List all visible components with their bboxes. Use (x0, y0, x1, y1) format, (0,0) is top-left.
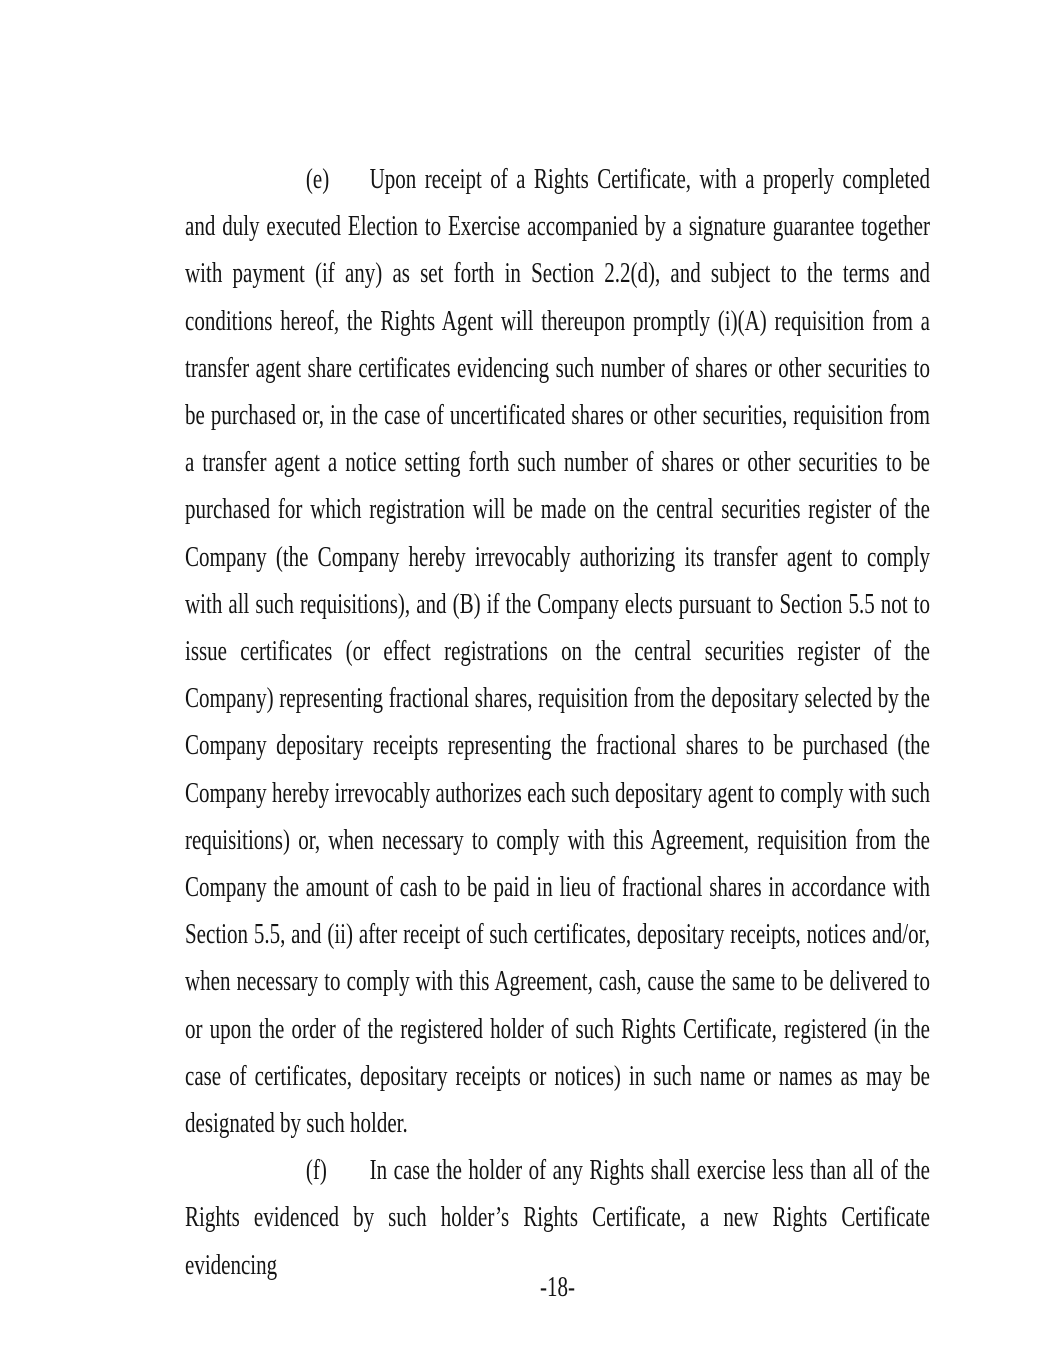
paragraph-f-text: In case the holder of any Rights shall exercise less than all of the Rights evidenced by such holder’s Rights Certificate, a new Rights Certificate evidencing (185, 1154, 930, 1281)
paragraph-e (185, 156, 930, 1147)
paragraph-e-text: Upon receipt of a Rights Certificate, with a properly completed and duly executed Election to Exercise accompanied by a signature guarantee together with payment (if any) as set forth in Section 2.2(d), and subject to the terms and conditions hereof, the Rights Agent will thereupon promptly (i)(A) requisition from a transfer agent share certificates evidencing such number of shares or other securities to be purchased or, in the case of uncertificated shares or other securities, requisition from a transfer agent a notice setting forth such number of shares or other securities to be purchased for which registration will be made on the central securities register of the Company (the Company hereby irrevocably authorizing its transfer agent to comply with all such requisitions), and (B) if the Company elects pursuant to Section 5.5 not to issue certificates (or effect registrations on the central securities register of the Company) representing fractional shares, requisition from the depositary selected by the Company depositary receipts representing the fractional shares to be purchased (the Company hereby irrevocably authorizes each such depositary agent to comply with such requisitions) or, when necessary to comply with this Agreement, requisition from the Company the amount of cash to be paid in lieu of fractional shares in accordance with Section 5.5, and (ii) after receipt of such certificates, depositary receipts, notices and/or, when necessary to comply with this Agreement, cash, cause the same to be delivered to or upon the order of the registered holder of such Rights Certificate, registered (in the case of certificates, depositary receipts or notices) in such name or names as may be designated by such holder. (185, 163, 930, 1140)
paragraph-f-marker: (f) (305, 1154, 327, 1187)
document-body (185, 156, 930, 1303)
page-number: -18- (539, 1271, 575, 1303)
paragraph-e-marker: (e) (305, 163, 330, 195)
